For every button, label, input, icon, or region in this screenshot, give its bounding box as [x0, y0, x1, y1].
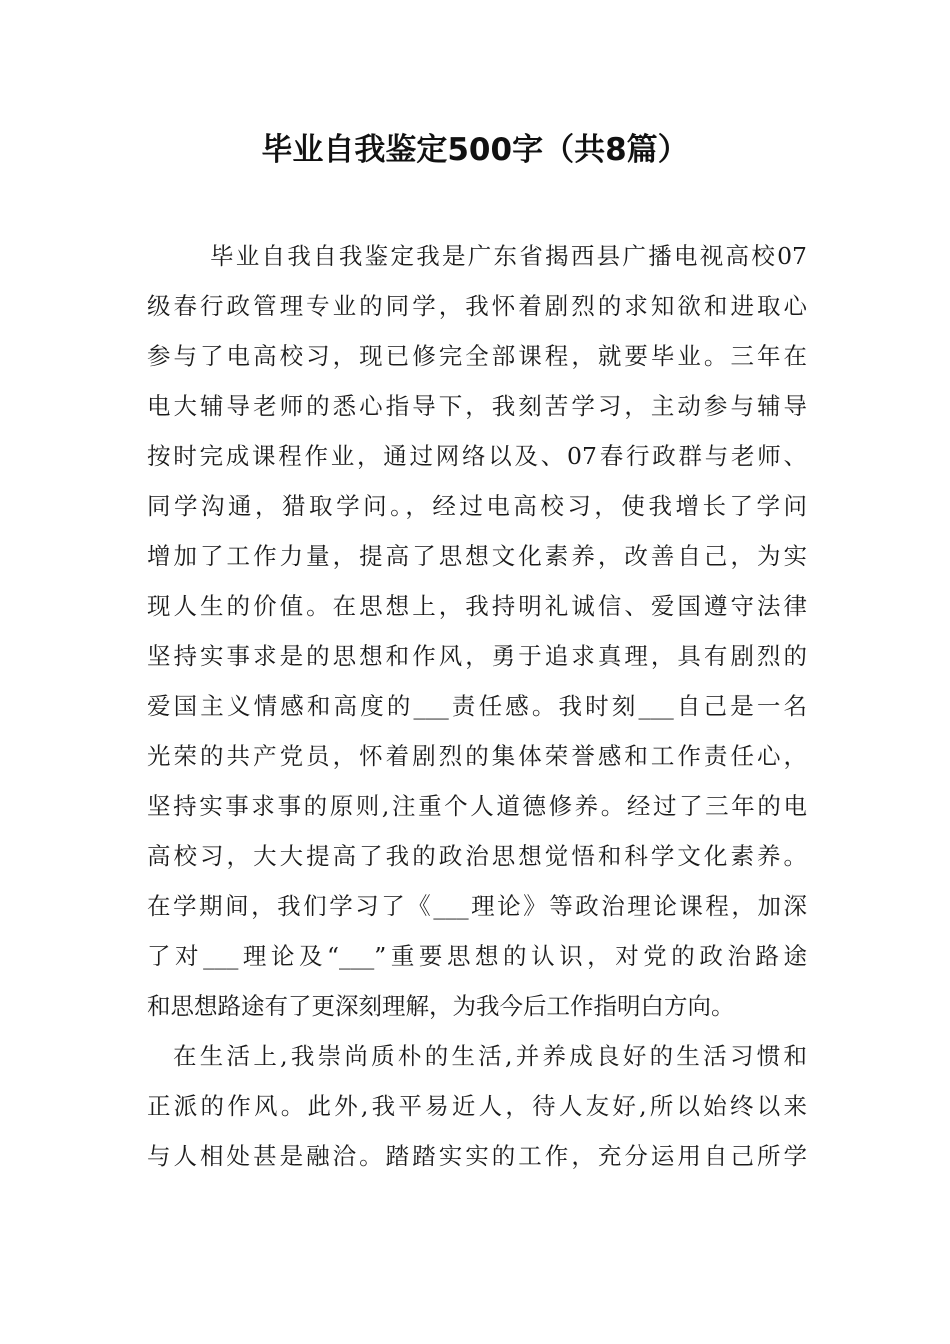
- paragraph-1-line-2: 级春行政管理专业的同学，我怀着剧烈的求知欲和进取心: [147, 292, 807, 320]
- paragraph-1-line-5: 按时完成课程作业，通过网络以及、07春行政群与老师、: [147, 442, 807, 470]
- paragraph-2-line-1: 在生活上,我崇尚质朴的生活,并养成良好的生活习惯和: [173, 1042, 807, 1070]
- paragraph-1-line-6: 同学沟通，猎取学问。，经过电高校习，使我增长了学问: [147, 492, 807, 520]
- paragraph-1-line-11: 光荣的共产党员，怀着剧烈的集体荣誉感和工作责任心，: [147, 742, 807, 770]
- paragraph-1-line-9: 坚持实事求是的思想和作风，勇于追求真理，具有剧烈的: [147, 642, 807, 670]
- paragraph-1-line-12: 坚持实事求事的原则,注重个人道德修养。经过了三年的电: [147, 792, 807, 820]
- paragraph-1-line-10: 爱国主义情感和高度的___责任感。我时刻___自己是一名: [147, 692, 807, 720]
- paragraph-1-line-15: 了对___理论及“___”重要思想的认识，对党的政治路途: [147, 942, 807, 970]
- paragraph-2-line-2: 正派的作风。此外,我平易近人，待人友好,所以始终以来: [147, 1092, 807, 1120]
- paragraph-1-line-8: 现人生的价值。在思想上，我持明礼诚信、爱国遵守法律: [147, 592, 807, 620]
- paragraph-1-line-13: 高校习，大大提高了我的政治思想觉悟和科学文化素养。: [147, 842, 807, 870]
- paragraph-1-line-3: 参与了电高校习，现已修完全部课程，就要毕业。三年在: [147, 342, 807, 370]
- document-title: 毕业自我鉴定500字（共8篇）: [261, 132, 689, 168]
- paragraph-1-line-4: 电大辅导老师的悉心指导下，我刻苦学习，主动参与辅导: [147, 392, 807, 420]
- paragraph-1-line-16: 和思想路途有了更深刻理解，为我今后工作指明白方向。: [147, 992, 735, 1020]
- paragraph-1-line-14: 在学期间，我们学习了《___理论》等政治理论课程，加深: [147, 892, 807, 920]
- paragraph-1-line-1: 毕业自我自我鉴定我是广东省揭西县广播电视高校07: [210, 242, 807, 270]
- paragraph-2-line-3: 与人相处甚是融洽。踏踏实实的工作，充分运用自己所学: [147, 1142, 807, 1170]
- paragraph-1-line-7: 增加了工作力量，提高了思想文化素养，改善自己，为实: [147, 542, 807, 570]
